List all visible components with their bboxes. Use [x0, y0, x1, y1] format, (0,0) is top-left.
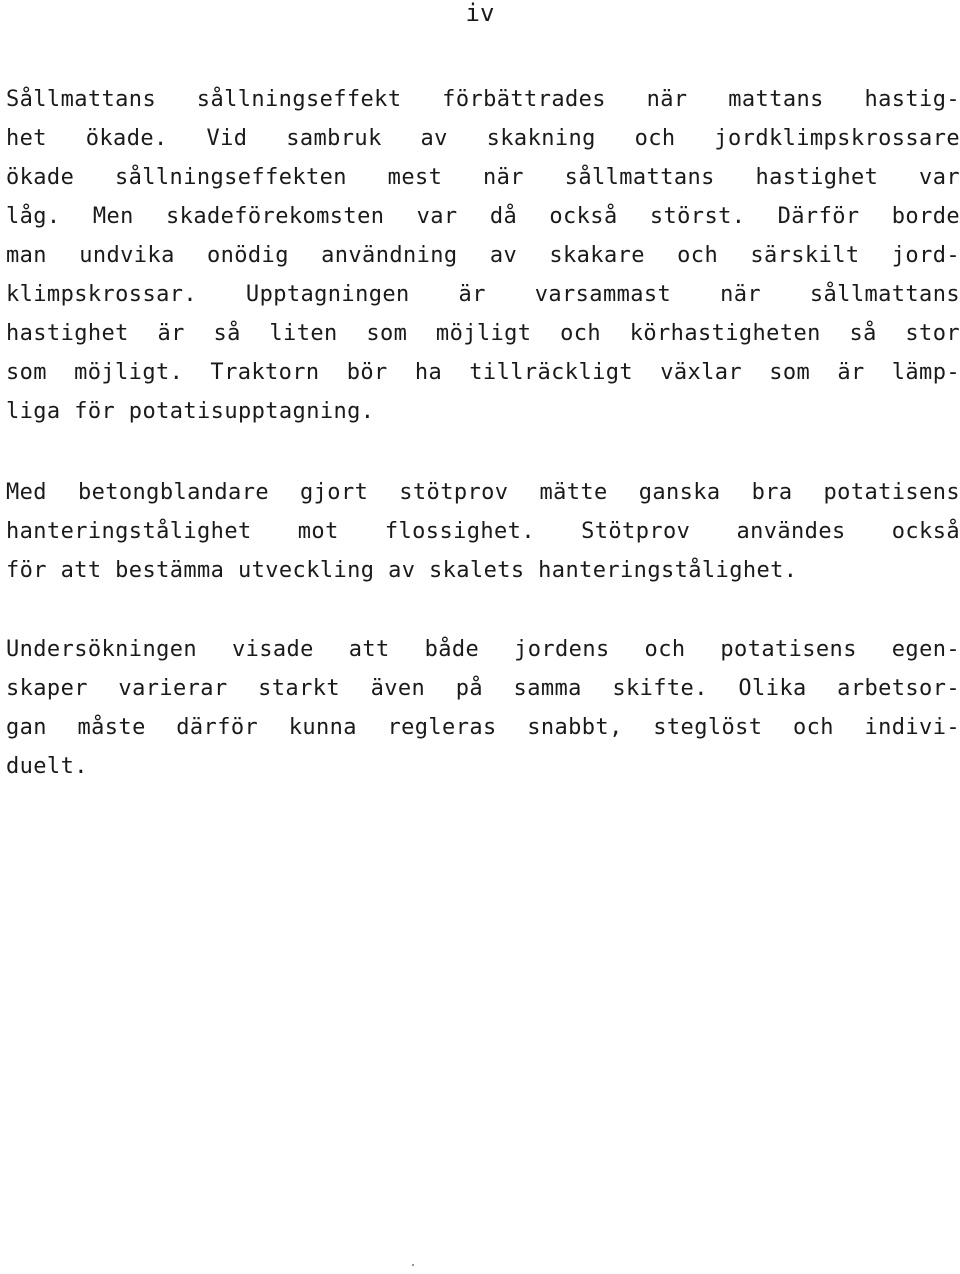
paragraph-conclusion	[6, 630, 960, 786]
text-line: hanteringstålighet mot flossighet. Stötprov användes också	[6, 519, 960, 544]
text-line: duelt.	[6, 754, 88, 779]
text-line: som möjligt. Traktorn bör ha tillräckligt växlar som är lämp-	[6, 360, 960, 385]
scan-speck	[412, 1264, 414, 1266]
text-line: gan måste därför kunna regleras snabbt, steglöst och indivi-	[6, 715, 960, 740]
text-line: för att bestämma utveckling av skalets hanteringstålighet.	[6, 558, 798, 583]
text-line: klimpskrossar. Upptagningen är varsammast när sållmattans	[6, 282, 960, 307]
text-line: ökade sållningseffekten mest när sållmattans hastighet var	[6, 165, 960, 190]
text-line: skaper varierar starkt även på samma skifte. Olika arbetsor-	[6, 676, 960, 701]
text-line: liga för potatisupptagning.	[6, 399, 375, 424]
text-line: man undvika onödig användning av skakare och särskilt jord-	[6, 243, 960, 268]
text-line: Undersökningen visade att både jordens och potatisens egen-	[6, 637, 960, 662]
paragraph-sieving-effect	[6, 80, 960, 431]
text-line: het ökade. Vid sambruk av skakning och jordklimpskrossare	[6, 126, 960, 151]
text-line: hastighet är så liten som möjligt och körhastigheten så stor	[6, 321, 960, 346]
page-number: iv	[465, 0, 495, 27]
text-line: låg. Men skadeförekomsten var då också störst. Därför borde	[6, 204, 960, 229]
text-line: Sållmattans sållningseffekt förbättrades när mattans hastig-	[6, 87, 960, 112]
paragraph-impact-test	[6, 473, 960, 590]
text-line: Med betongblandare gjort stötprov mätte ganska bra potatisens	[6, 480, 960, 505]
